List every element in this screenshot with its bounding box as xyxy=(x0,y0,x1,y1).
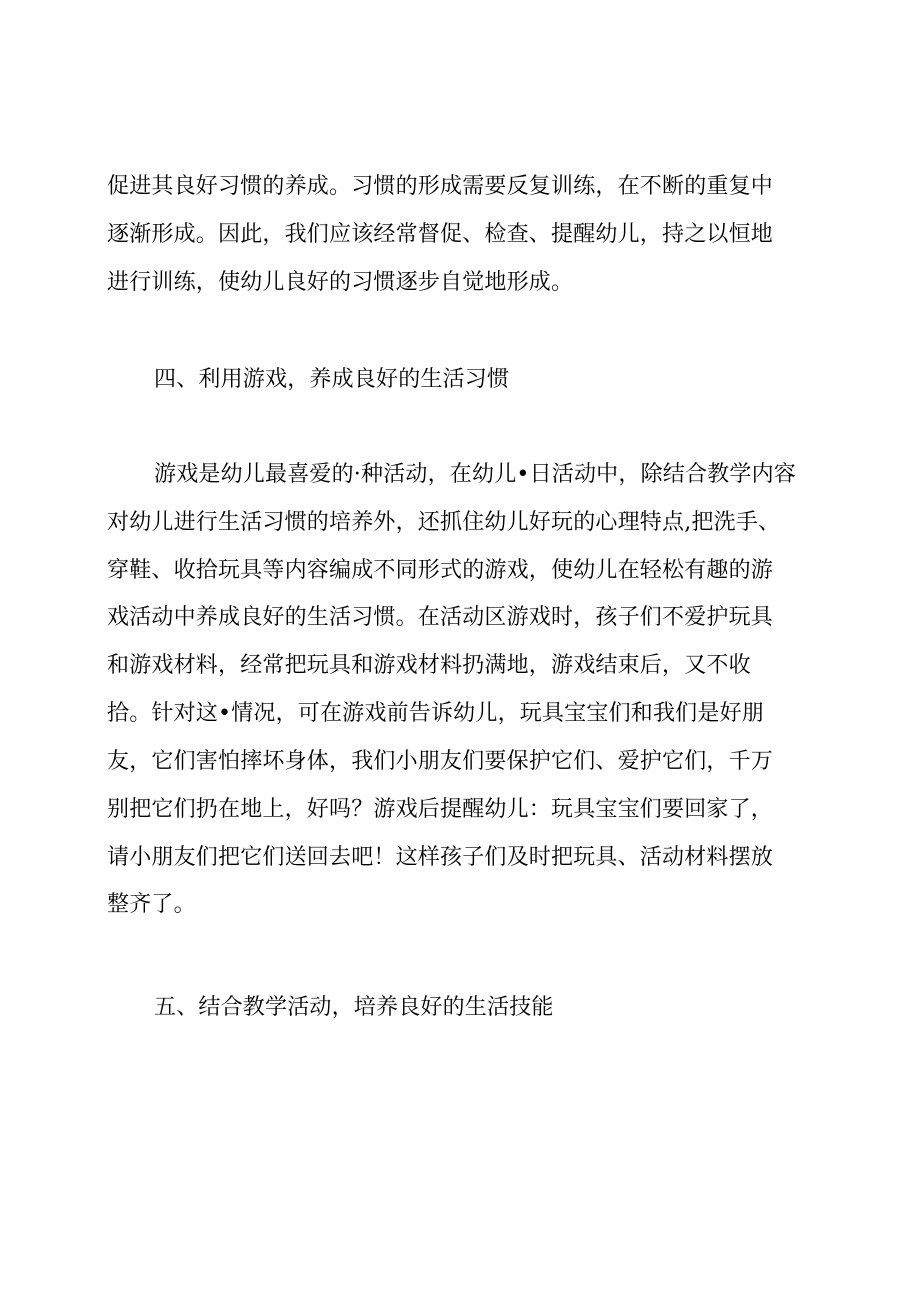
paragraph-2-line-3: 穿鞋、收拾玩具等内容编成不同形式的游戏，使幼儿在轻松有趣的游 xyxy=(107,558,774,583)
paragraph-2-line-10: 整齐了。 xyxy=(107,892,196,917)
paragraph-2-line-8: 别把它们扔在地上，好吗？游戏后提醒幼儿：玩具宝宝们要回家了， xyxy=(107,797,774,822)
paragraph-2-line-4: 戏活动中养成良好的生活习惯。在活动区游戏时，孩子们不爱护玩具 xyxy=(107,605,774,630)
paragraph-2-line-6: 拾。针对这•情况，可在游戏前告诉幼儿，玩具宝宝们和我们是好朋 xyxy=(107,701,764,726)
paragraph-2-line-5: 和游戏材料，经常把玩具和游戏材料扔满地，游戏结束后，又不收 xyxy=(107,653,751,678)
section-heading-5: 五、结合教学活动，培养良好的生活技能 xyxy=(154,995,554,1020)
paragraph-2-line-2: 对幼儿进行生活习惯的培养外，还抓住幼儿好玩的心理特点,把洗手、 xyxy=(107,510,781,535)
paragraph-2-line-1: 游戏是幼儿最喜爱的·种活动，在幼儿•日活动中，除结合教学内容 xyxy=(154,462,796,487)
paragraph-2-line-7: 友，它们害怕摔坏身体，我们小朋友们要保护它们、爱护它们，千万 xyxy=(107,749,774,774)
paragraph-1-line-3: 进行训练，使幼儿良好的习惯逐步自觉地形成。 xyxy=(107,270,574,295)
section-heading-4: 四、利用游戏，养成良好的生活习惯 xyxy=(154,367,510,392)
paragraph-2-line-9: 请小朋友们把它们送回去吧！这样孩子们及时把玩具、活动材料摆放 xyxy=(107,845,774,870)
paragraph-1-line-2: 逐渐形成。因此，我们应该经常督促、检查、提醒幼儿，持之以恒地 xyxy=(107,222,774,247)
paragraph-1-line-1: 促进其良好习惯的养成。习惯的形成需要反复训练，在不断的重复中 xyxy=(107,174,774,199)
